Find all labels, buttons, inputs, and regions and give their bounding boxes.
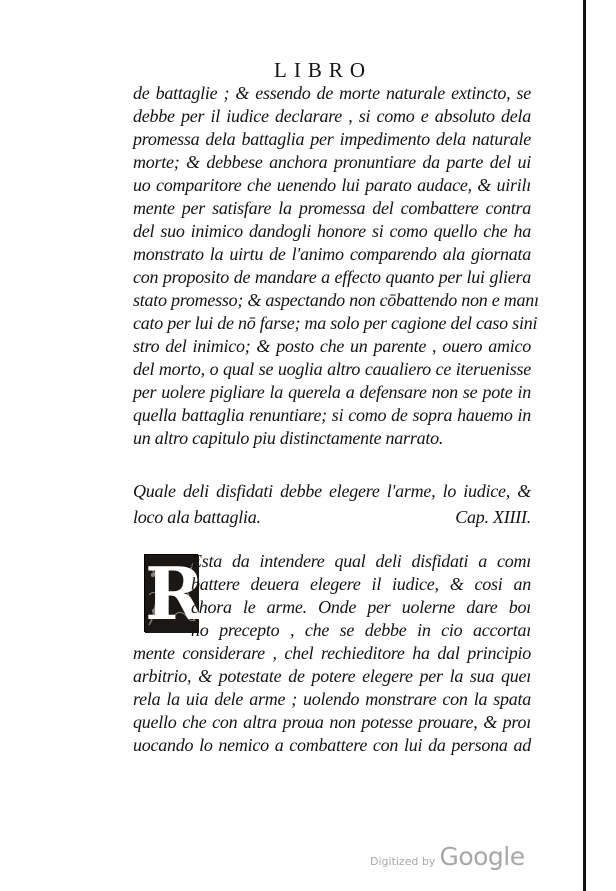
chapter-heading-row bbox=[133, 504, 531, 530]
digitization-watermark bbox=[370, 842, 525, 872]
body-line: debbe per il iudice declarare , si como e absoluto dela bbox=[133, 106, 531, 126]
body-line: de battaglie ; & essendo de morte naturale extincto, se bbox=[133, 83, 531, 103]
body-line: del suo inimico dandogli honore si como quello che ha bbox=[133, 221, 531, 241]
chapter-line: uocando lo nemico a combattere con lui da persona ad bbox=[133, 735, 531, 755]
chapter-line: quello che con altra proua non potesse prouare, & proı bbox=[133, 712, 531, 732]
chapter-heading bbox=[133, 478, 531, 530]
body-line: uo comparitore che uenendo lui parato audace, & uirilı bbox=[133, 175, 531, 195]
body-line: stro del inimico; & posto che un parente , ouero amico bbox=[133, 336, 531, 356]
chapter-line: arbitrio, & potestate de potere elegere per la sua queı bbox=[133, 666, 531, 686]
body-line: morte; & debbese anchora pronuntiare da parte del ui bbox=[133, 152, 531, 172]
body-line: quella battaglia renuntiare; si como de sopra hauemo in bbox=[133, 405, 531, 425]
chapter-number: Cap. XIIII. bbox=[455, 507, 531, 527]
running-head: LIBRO bbox=[274, 58, 372, 82]
chapter-line: chora le arme. Onde per uolerne dare boı bbox=[191, 597, 531, 617]
body-line: mente per satisfare la promessa del combattere contra bbox=[133, 198, 531, 218]
chapter-line: mente considerare , chel rechieditore ha dal principio bbox=[133, 643, 531, 663]
chapter-heading-line: Quale deli disfidati debbe elegere l'arme, lo iudice, & bbox=[133, 481, 531, 501]
body-line: per uolere pigliare la querela a defensare non se pote in bbox=[133, 382, 531, 402]
body-line: monstrato la uirtu de l'animo comparendo ala giornata bbox=[133, 244, 531, 264]
body-line-last: un altro capitulo piu distinctamente narrato. bbox=[133, 428, 444, 448]
body-line: cato per lui de nō farse; ma solo per cagione del caso sini bbox=[133, 313, 538, 333]
chapter-line: rela la uia dele arme ; uolendo monstrare con la spata bbox=[133, 689, 531, 709]
watermark-prefix: Digitized by bbox=[370, 855, 436, 868]
body-line: con proposito de mandare a effecto quanto per lui gliera bbox=[133, 267, 531, 287]
initial-letter: R bbox=[145, 551, 205, 636]
page-edge-rule bbox=[583, 0, 586, 891]
main-text-block bbox=[133, 82, 539, 450]
chapter-line: Esta da intendere qual deli disfidati a comı bbox=[191, 551, 531, 571]
body-line: promessa dela battaglia per impedimento dela naturale bbox=[133, 129, 531, 149]
watermark-brand: Google bbox=[439, 842, 525, 871]
chapter-line: no precepto , che se debbe in cio accortaı bbox=[191, 620, 531, 640]
body-line: stato promesso; & aspectando non cōbattendo non e manı bbox=[133, 290, 539, 310]
chapter-text-block bbox=[133, 550, 531, 757]
chapter-line: battere deuera elegere il iudice, & cosi an bbox=[191, 574, 531, 594]
body-line: del morto, o qual se uoglia altro caualiero ce iteruenisse bbox=[133, 359, 531, 379]
chapter-heading-line: loco ala battaglia. bbox=[133, 507, 261, 527]
